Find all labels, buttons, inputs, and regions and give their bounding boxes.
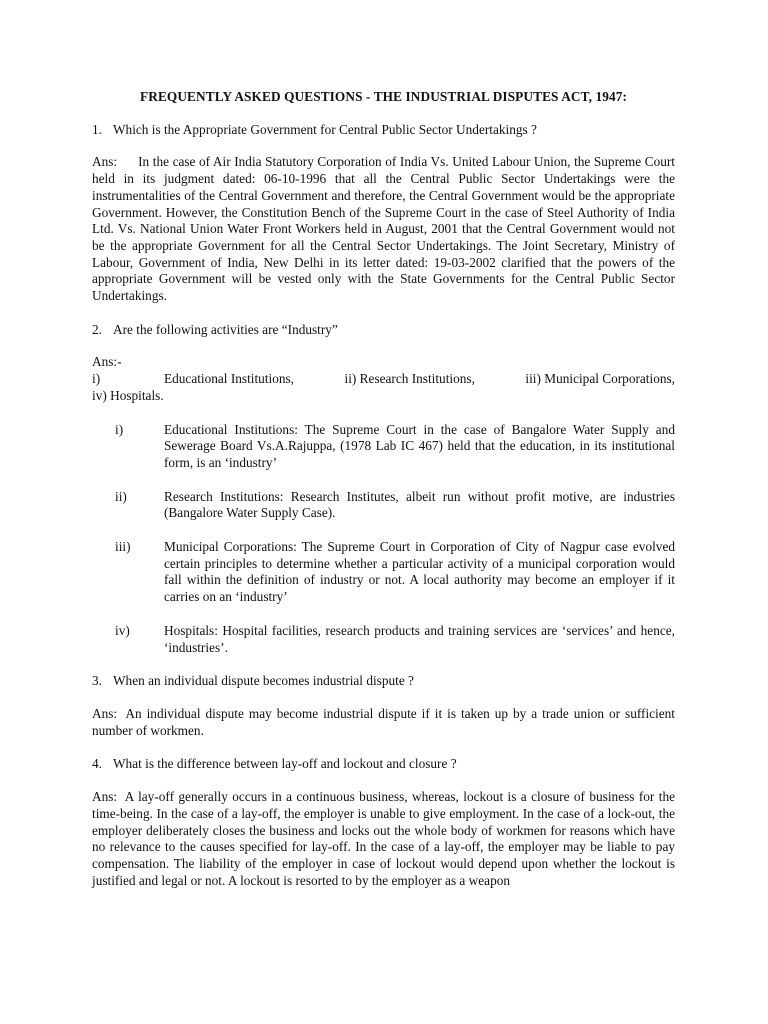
list-item-number: iii) [115,539,131,555]
answer-1 [92,154,675,304]
list-item-number: iv) [115,622,130,638]
question-3 [92,673,675,690]
question-number: 2. [92,321,102,337]
list-item [92,489,675,522]
question-number: 1. [92,121,102,137]
answer-label: Ans: [92,789,118,805]
question-1 [92,122,675,139]
question-number: 4. [92,756,102,772]
intro-item-d: iv) Hospitals. [92,387,164,403]
question-2 [92,322,675,339]
answer-4 [92,789,675,889]
question-text: Are the following activities are “Industry” [113,321,338,337]
answer-2-intro [92,354,675,404]
answer-label: Ans:- [92,354,122,370]
list-item-number: i) [115,421,124,437]
list-item-text: Research Institutions: Research Institutes, albeit run without profit motive, are industries (Bangalore Water Supply Case). [164,488,675,521]
answer-label: Ans: [92,705,118,721]
question-text: When an individual dispute becomes industrial dispute ? [113,673,414,689]
question-number: 3. [92,673,102,689]
list-item [92,422,675,472]
answer-text: An individual dispute may become industrial dispute if it is taken up by a trade union or sufficient number of workmen. [92,705,675,738]
intro-item-b: ii) Research Institutions, [344,371,475,387]
answer-text: A lay-off generally occurs in a continuous business, whereas, lockout is a closure of business for the time-being. In the case of a lay-off, the employer is unable to give employment. In the case of a lock-out, the employer deliberately closes the business and locks out the whole body of workmen for reasons which have no relevance to the causes specified for lay-off. In the case of a lay-off, the employer may be liable to pay compensation. The liability of the employer in case of lockout would depend upon whether the lockout is justified and legal or not. A lockout is resorted to by the employer as a weapon [92,789,675,888]
question-4 [92,756,675,773]
list-item-text: Educational Institutions: The Supreme Court in the case of Bangalore Water Supply and Sewerage Board Vs.A.Rajuppa, (1978 Lab IC 467) held that the education, in its institutional form, is an ‘industry’ [164,421,675,470]
intro-item-a: Educational Institutions, [164,371,294,387]
list-item [92,539,675,606]
list-item-text: Municipal Corporations: The Supreme Court in Corporation of City of Nagpur case evolved certain principles to determine whether a particular activity of a municipal corporation would fall within the definition of industry or not. A local authority may become an employer if it carries on an ‘industry’ [164,539,675,605]
list-item-text: Hospitals: Hospital facilities, research products and training services are ‘services’ and hence, ‘industries’. [164,622,675,655]
intro-roman: i) [92,371,101,387]
document-title: FREQUENTLY ASKED QUESTIONS - THE INDUSTRIAL DISPUTES ACT, 1947: [140,89,627,104]
document-page [92,89,675,906]
answer-label: Ans: [92,154,118,170]
list-item-number: ii) [115,488,127,504]
question-text: What is the difference between lay-off and lockout and closure ? [113,756,457,772]
answer-text: In the case of Air India Statutory Corporation of India Vs. United Labour Union, the Supreme Court held in its judgment dated: 06-10-1996 that all the Central Public Sector Undertakings were the instrumentalities of the Central Government and therefore, the Central Government would be the appropriate Government. However, the Constitution Bench of the Supreme Court in the case of Steel Authority of India Ltd. Vs. National Union Water Front Workers held in August, 2001 that the Central Government would not be the appropriate Government for all the Central Sector Undertakings. The Joint Secretary, Ministry of Labour, Government of India, New Delhi in its letter dated: 19-03-2002 clarified that the powers of the appropriate Government will be vested only with the State Governments for the Central Public Sector Undertakings. [92,154,675,304]
question-text: Which is the Appropriate Government for Central Public Sector Undertakings ? [113,121,537,137]
intro-item-c: iii) Municipal Corporations, [525,371,675,387]
list-item [92,623,675,656]
answer-3 [92,706,675,739]
